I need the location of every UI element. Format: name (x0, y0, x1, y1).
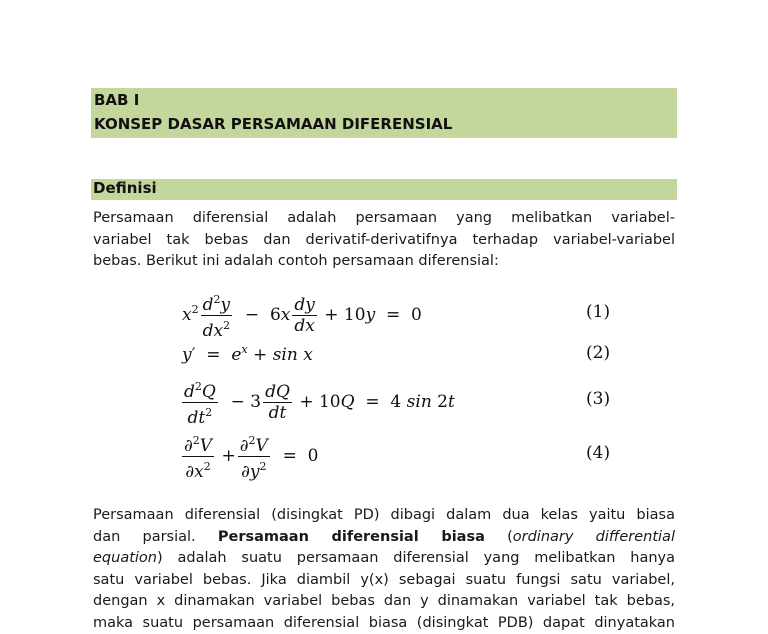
equation-number-3: (3) (586, 389, 610, 409)
section-heading (91, 179, 677, 200)
body-line: dengan x dinamakan variabel bebas dan y dinamakan variabel tak bebas, (93, 591, 675, 613)
body-text: dan parsial. (93, 529, 218, 545)
body-line: satu variabel bebas. Jika diambil y(x) sebagai suatu fungsi satu variabel, (93, 570, 675, 592)
equation-number-4: (4) (586, 443, 610, 463)
body-line (93, 527, 675, 549)
equation-1: $x^2$ $\frac{d^2y}{dx^2}$ − 6x $\frac{dy}{dx}$ + 10y = 0 (182, 290, 422, 341)
term-english: ordinary differential (513, 529, 675, 545)
chapter-label: BAB I (94, 91, 139, 109)
body-line: Persamaan diferensial (disingkat PD) dibagi dalam dua kelas yaitu biasa (93, 505, 675, 527)
chapter-heading (91, 88, 677, 138)
body-line (93, 548, 675, 570)
term-ordinary-de: Persamaan diferensial biasa (218, 529, 485, 545)
intro-paragraph (93, 208, 675, 273)
body-text: ) adalah suatu persamaan diferensial yang melibatkan hanya (157, 550, 675, 566)
equation-2: $y' = e^x + \sin x$ (182, 343, 313, 365)
equation-number-1: (1) (586, 302, 610, 322)
intro-line: Persamaan diferensial adalah persamaan yang melibatkan variabel- (93, 208, 675, 230)
body-text: ( (485, 529, 513, 545)
chapter-title: KONSEP DASAR PERSAMAAN DIFERENSIAL (94, 115, 452, 133)
intro-line: bebas. Berikut ini adalah contoh persamaan diferensial: (93, 251, 675, 273)
equation-3: $\frac{d^2Q}{dt^2}$ − 3 $\frac{dQ}{dt}$ + 10Q = 4 sin 2t (182, 377, 455, 428)
body-paragraph (93, 505, 675, 634)
intro-line: variabel tak bebas dan derivatif-derivatifnya terhadap variabel-variabel (93, 230, 675, 252)
equation-4: $\frac{\partial^2V}{\partial x^2}$ + $\frac{\partial^2V}{\partial y^2}$ = 0 (182, 431, 319, 482)
equation-number-2: (2) (586, 343, 610, 363)
term-english: equation (93, 550, 157, 566)
section-title: Definisi (93, 179, 157, 197)
body-line: maka suatu persamaan diferensial biasa (disingkat PDB) dapat dinyatakan (93, 613, 675, 634)
